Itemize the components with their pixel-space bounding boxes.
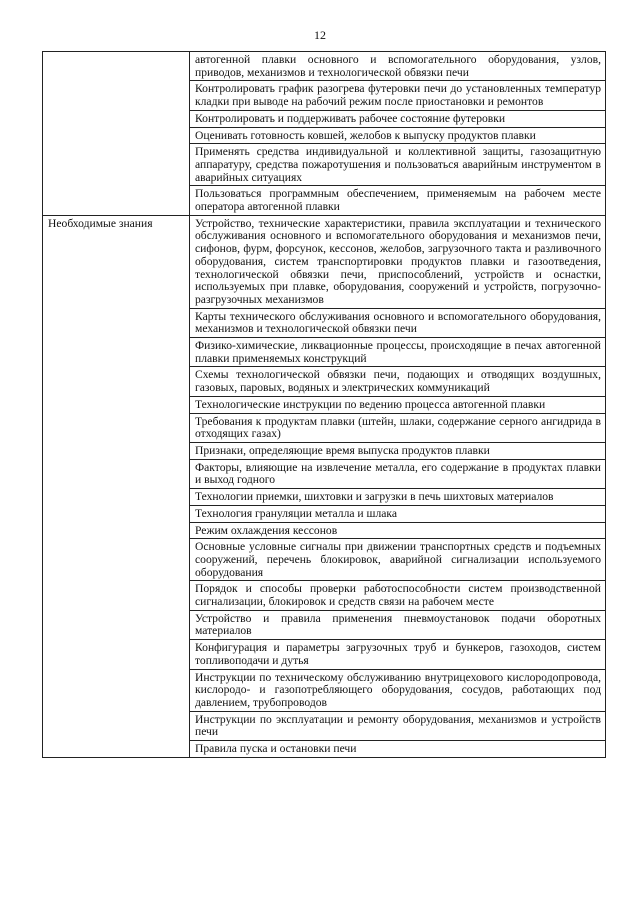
knowledge-item: Порядок и способы проверки работоспособности систем производственной сигнализации, блокировок и средств связи на рабочем месте (190, 581, 606, 610)
knowledge-item: Режим охлаждения кессонов (190, 522, 606, 539)
knowledge-item: Технологии приемки, шихтовки и загрузки в печь шихтовых материалов (190, 489, 606, 506)
skill-item: Оценивать готовность ковшей, желобов к выпуску продуктов плавки (190, 127, 606, 144)
knowledge-item: Физико-химические, ликвационные процессы, происходящие в печах автогенной плавки применяемых конструкций (190, 338, 606, 367)
knowledge-item: Правила пуска и остановки печи (190, 741, 606, 758)
knowledge-item: Карты технического обслуживания основного и вспомогательного оборудования, механизмов и технологической обвязки печи (190, 308, 606, 337)
table-row (43, 52, 606, 81)
page-number: 12 (314, 28, 326, 42)
knowledge-item: Признаки, определяющие время выпуска продуктов плавки (190, 442, 606, 459)
skill-item: Применять средства индивидуальной и коллективной защиты, газозащитную аппаратуру, средства пожаротушения и пользоваться аварийным инструментом в аварийных ситуациях (190, 144, 606, 186)
knowledge-item: Инструкции по эксплуатации и ремонту оборудования, механизмов и устройств печи (190, 711, 606, 740)
knowledge-item: Инструкции по техническому обслуживанию внутрицехового кислородопровода, кислородо- и газопотребляющего оборудования, сосудов, работающих под давлением, трубопроводов (190, 669, 606, 711)
skill-item: Контролировать и поддерживать рабочее состояние футеровки (190, 110, 606, 127)
knowledge-label: Необходимые знания (43, 215, 190, 757)
knowledge-item: Технология грануляции металла и шлака (190, 505, 606, 522)
knowledge-item: Факторы, влияющие на извлечение металла, его содержание в продуктах плавки и выход годного (190, 459, 606, 488)
skill-item: Контролировать график разогрева футеровки печи до установленных температур кладки при выводе на рабочий режим после приостановки и ремонтов (190, 81, 606, 110)
knowledge-item: Конфигурация и параметры загрузочных труб и бункеров, газоходов, систем топливоподачи и дутья (190, 640, 606, 669)
table-row (43, 215, 606, 308)
knowledge-item: Схемы технологической обвязки печи, подающих и отводящих воздушных, газовых, паровых, водяных и электрических коммуникаций (190, 367, 606, 396)
skill-item: автогенной плавки основного и вспомогательного оборудования, узлов, приводов, механизмов и технологической обвязки печи (190, 52, 606, 81)
knowledge-item: Основные условные сигналы при движении транспортных средств и подъемных сооружений, перечень блокировок, аварийной сигнализации используемого оборудования (190, 539, 606, 581)
skill-item: Пользоваться программным обеспечением, применяемым на рабочем месте оператора автогенной плавки (190, 186, 606, 215)
skills-label-cell (43, 52, 190, 216)
knowledge-item: Устройство, технические характеристики, правила эксплуатации и технического обслуживания основного и вспомогательного оборудования и механизмов печи, сифонов, фурм, форсунок, кессонов, желобов, загрузочного такта и разливочного оборудования, систем транспортировки продуктов плавки и газоотведения, технологической обвязки печи, приспособлений, устройств и оснастки, используемых при плавке, оборудования, сооружений и устройств, погрузочно-разгрузочных механизмов (190, 215, 606, 308)
knowledge-item: Устройство и правила применения пневмоустановок подачи оборотных материалов (190, 610, 606, 639)
competency-table (42, 51, 606, 758)
knowledge-item: Требования к продуктам плавки (штейн, шлаки, содержание серного ангидрида в отходящих газах) (190, 413, 606, 442)
knowledge-item: Технологические инструкции по ведению процесса автогенной плавки (190, 396, 606, 413)
